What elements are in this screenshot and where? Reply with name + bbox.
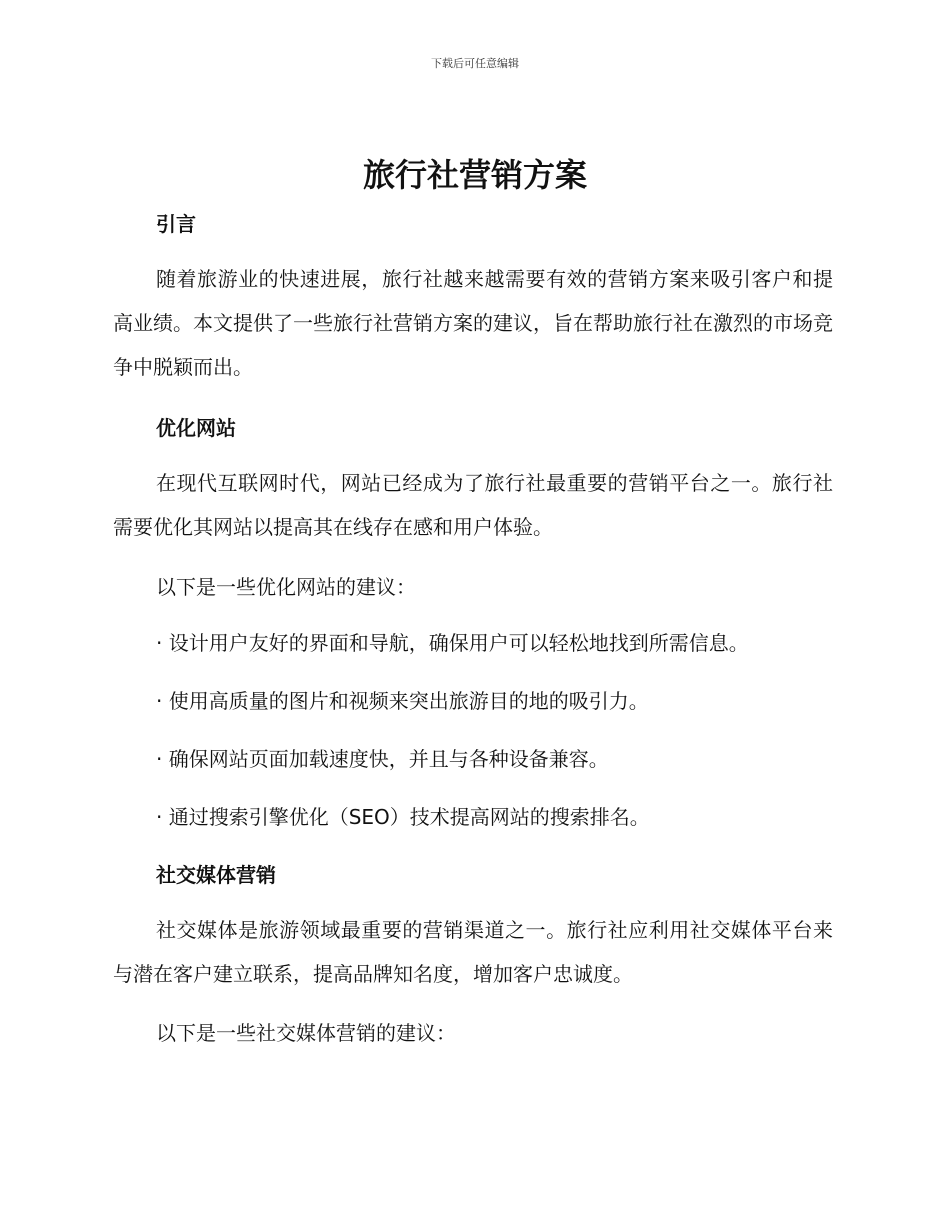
section-heading-social: 社交媒体营销 — [156, 863, 276, 887]
list-item: · 设计用户友好的界面和导航，确保用户可以轻松地找到所需信息。 — [156, 631, 749, 655]
intro-paragraph: 随着旅游业的快速进展，旅行社越来越需要有效的营销方案来吸引客户和提高业绩。本文提供了一些旅行社营销方案的建议，旨在帮助旅行社在激烈的市场竞争中脱颖而出。 — [113, 267, 833, 379]
section-heading-intro: 引言 — [156, 212, 196, 236]
section-heading-website: 优化网站 — [156, 416, 236, 440]
social-list-intro: 以下是一些社交媒体营销的建议： — [156, 1021, 456, 1045]
list-item: · 通过搜索引擎优化（SEO）技术提高网站的搜索排名。 — [156, 805, 650, 829]
page-title: 旅行社营销方案 — [362, 156, 587, 194]
list-item: · 确保网站页面加载速度快，并且与各种设备兼容。 — [156, 747, 609, 771]
list-item: · 使用高质量的图片和视频来突出旅游目的地的吸引力。 — [156, 689, 649, 713]
website-paragraph: 在现代互联网时代，网站已经成为了旅行社最重要的营销平台之一。旅行社需要优化其网站以提高其在线存在感和用户体验。 — [113, 471, 833, 539]
header-note: 下载后可任意编辑 — [431, 57, 519, 70]
website-list-intro: 以下是一些优化网站的建议： — [156, 575, 416, 599]
social-paragraph: 社交媒体是旅游领域最重要的营销渠道之一。旅行社应利用社交媒体平台来与潜在客户建立联系，提高品牌知名度，增加客户忠诚度。 — [113, 918, 833, 986]
